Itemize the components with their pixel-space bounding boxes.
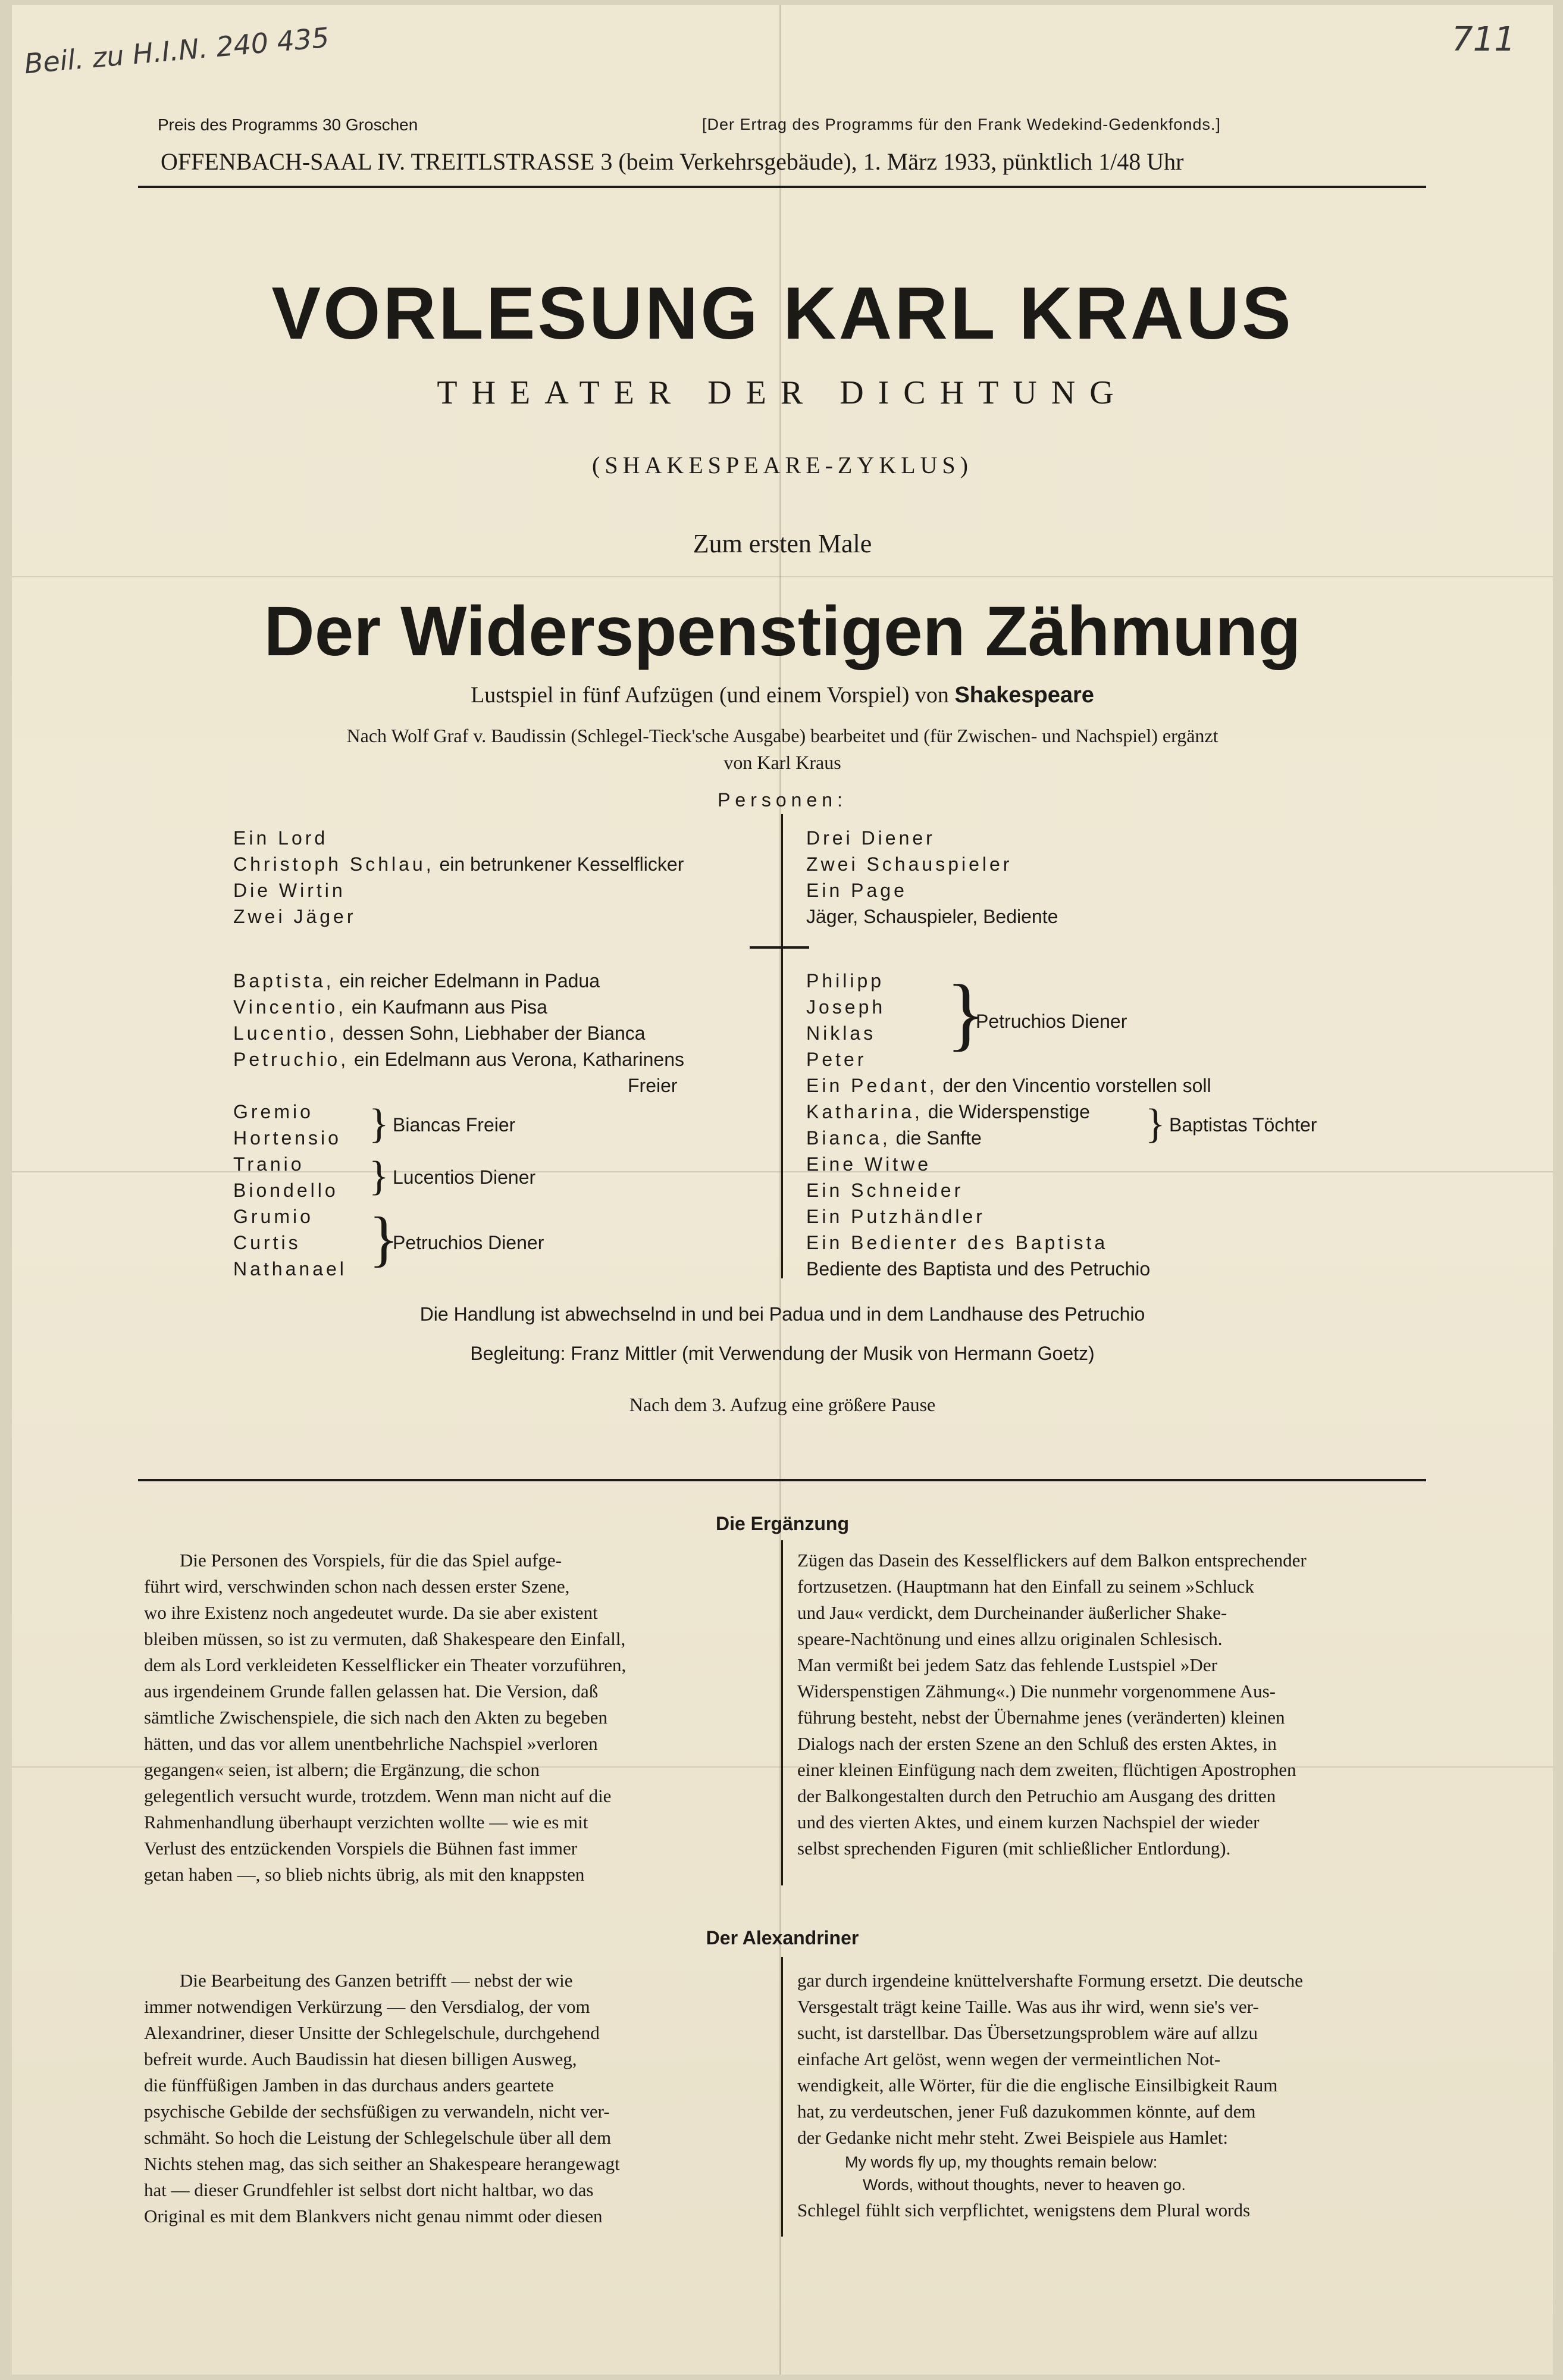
genre: Lustspiel in fünf Aufzügen (und einem Vorspiel) von [471,683,949,708]
group-label: Lucentios Diener [393,1166,536,1188]
subtitle: THEATER DER DICHTUNG [437,374,1128,411]
cast-entry: Philipp [806,970,885,992]
alexandriner-last-line: Schlegel fühlt sich verpflichtet, wenigstens dem Plural words [797,2200,1251,2221]
page-number: 711 [1452,20,1515,59]
play-title: Der Widerspenstigen Zähmung [264,592,1301,671]
brace: } [369,1205,399,1273]
cast-entry: Jäger, Schauspieler, Bediente [806,906,1058,927]
brace: } [369,1153,389,1199]
cast-entry: Curtis [233,1232,301,1253]
cast-entry: Zwei Schauspieler [806,853,1013,875]
column-divider [781,1540,783,1885]
cast-entry: Ein Pedant, der den Vincentio vorstellen soll [806,1075,1211,1096]
erganzung-right-column: Zügen das Dasein des Kesselflickers auf dem Balkon entsprechender fortzusetzen. (Hauptmann hat den Einfall zu seinem »Schluck und Jau« verdickt, dem Durcheinander äußerlicher Shake- speare-Nachtönung und eines allzu originalen Schlesisch. Man vermißt bei jedem Satz das fehlende Lustspiel »Der Widerspenstigen Zähmung«.) Die nunmehr vorgenommene Aus- führung besteht, nebst der Übernahme jenes (veränderten) kleinen Dialogs nach der ersten Szene an den Schluß des ersten Aktes, in einer kleinen Einfügung nach dem zweiten, flüchtigen Apostrophen der Balkongestalten durch den Petruchio am Ausgang des dritten und des vierten Aktes, und einem kurzen Nachspiel der wieder selbst sprechenden Figuren (mit schließlicher Entlordung). [797,1550,1307,1859]
cast-entry: Katharina, die Widerspenstige [806,1101,1090,1122]
cast-divider-mark [750,946,809,949]
cast-entry: Ein Putzhändler [806,1206,985,1227]
author: Shakespeare [954,683,1094,708]
cast-divider [781,814,783,1278]
alexandriner-left-column: Die Bearbeitung des Ganzen betrifft — nebst der wie immer notwendigen Verkürzung — den Versdialog, der vom Alexandriner, dieser Unsitte der Schlegelschule, durchgehend befreit wurde. Auch Baudissin hat diesen billigen Ausweg, die fünffüßigen Jamben in das durchaus anders geartete psychische Gebilde der sechsfüßigen zu verwandeln, nicht ver- schmäht. So hoch die Leistung der Schlegelschule über all dem Nichts stehen mag, das sich seither an Shakespeare herangewagt hat — dieser Grundfehler ist selbst dort nicht haltbar, wo das Original es mit dem Blankvers nicht genau nimmt oder diesen [144,1970,620,2226]
cast-entry: Ein Schneider [806,1180,964,1201]
program-sheet [12,5,1553,2375]
proceeds-note: [Der Ertrag des Programms für den Frank Wedekind-Gedenkfonds.] [702,115,1221,133]
cast-entry: Grumio [233,1206,314,1227]
cast-entry: Lucentio, dessen Sohn, Liebhaber der Bianca [233,1022,646,1044]
adaptation-author: von Karl Kraus [723,752,841,773]
adaptation-note: Nach Wolf Graf v. Baudissin (Schlegel-Tieck'sche Ausgabe) bearbeitet und (für Zwischen- und Nachspiel) ergänzt [346,725,1219,746]
section-rule [138,1479,1426,1481]
cast-entry: Eine Witwe [806,1153,932,1175]
group-label: Biancas Freier [393,1114,516,1136]
section-heading: Die Ergänzung [715,1513,849,1534]
hamlet-quote-line: Words, without thoughts, never to heaven go. [863,2176,1186,2194]
archive-note: Beil. zu H.I.N. 240 435 [23,21,331,80]
cast-entry-continuation: Freier [628,1075,678,1096]
music-note: Begleitung: Franz Mittler (mit Verwendung der Musik von Hermann Goetz) [470,1343,1095,1364]
cast-entry: Zwei Jäger [233,906,356,927]
genre-line [12,682,1553,708]
alexandriner-right-column: gar durch irgendeine knüttelvershafte Formung ersetzt. Die deutsche Versgestalt trägt keine Taille. Was aus ihr wird, wenn sie's ver- sucht, ist darstellbar. Das Übersetzungsproblem wäre auf allzu einfache Art gelöst, wenn wegen der vermeintlichen Not- wendigkeit, alle Wörter, für die die englische Einsilbigkeit Raum hat, zu verdeutschen, jener Fuß dazukommen könnte, auf dem der Gedanke nicht mehr steht. Zwei Beispiele aus Hamlet: [797,1970,1303,2148]
group-label: Petruchios Diener [976,1011,1127,1032]
cast-entry: Drei Diener [806,827,935,849]
brace: } [946,968,986,1059]
cycle: (SHAKESPEARE-ZYKLUS) [592,452,973,478]
group-label: Petruchios Diener [393,1232,544,1253]
brace: } [1145,1101,1166,1147]
cast-entry: Bediente des Baptista und des Petruchio [806,1258,1151,1280]
cast-entry: Vincentio, ein Kaufmann aus Pisa [233,996,547,1018]
cast-entry: Joseph [806,996,886,1018]
cast-entry: Peter [806,1049,867,1070]
cast-entry: Petruchio, ein Edelmann aus Verona, Katharinens [233,1049,685,1070]
cast-entry: Hortensio [233,1127,342,1149]
cast-entry: Nathanael [233,1258,347,1280]
price-note: Preis des Programms 30 Groschen [158,115,418,134]
cast-entry: Bianca, die Sanfte [806,1127,982,1149]
group-label: Baptistas Töchter [1169,1114,1317,1136]
cast-entry: Christoph Schlau, ein betrunkener Kesselflicker [233,853,684,875]
cast-entry: Ein Page [806,880,907,901]
brace: } [369,1101,389,1147]
cast-entry: Tranio [233,1153,305,1175]
cast-entry: Ein Lord [233,827,328,849]
cast-entry: Niklas [806,1022,876,1044]
setting-note: Die Handlung ist abwechselnd in und bei Padua und in dem Landhause des Petruchio [419,1303,1145,1325]
section-heading: Der Alexandriner [706,1927,859,1949]
cast-entry: Baptista, ein reicher Edelmann in Padua [233,970,600,992]
cast-entry: Ein Bedienter des Baptista [806,1232,1108,1253]
header-rule [138,186,1426,188]
hamlet-quote-line: My words fly up, my thoughts remain below: [845,2153,1158,2171]
venue-line: OFFENBACH-SAAL IV. TREITLSTRASSE 3 (beim Verkehrsgebäude), 1. März 1933, pünktlich 1/48 Uhr [161,148,1184,175]
persons-heading: Personen: [718,789,847,811]
fold-line [12,576,1553,577]
cast-entry: Die Wirtin [233,880,346,901]
page-title: VORLESUNG KARL KRAUS [271,273,1293,355]
first-time-note: Zum ersten Male [693,529,872,558]
pause-note: Nach dem 3. Aufzug eine größere Pause [629,1394,936,1415]
column-divider [781,1957,783,2237]
cast-entry: Gremio [233,1101,314,1122]
cast-entry: Biondello [233,1180,339,1201]
erganzung-left-column: Die Personen des Vorspiels, für die das Spiel aufge- führt wird, verschwinden schon nach dessen erster Szene, wo ihre Existenz noch angedeutet wurde. Da sie aber existent bleiben müssen, so ist zu vermuten, daß Shakespeare den Einfall, dem als Lord verkleideten Kesselflicker ein Theater vorzuführen, aus irgendeinem Grunde fallen gelassen hat. Die Version, daß sämtliche Zwischenspiele, die sich nach den Akten zu begeben hätten, und das vor allem unentbehrliche Nachspiel »verloren gegangen« seien, ist albern; die Ergänzung, die schon gelegentlich versucht wurde, trotzdem. Wenn man nicht auf die Rahmenhandlung überhaupt verzichten wollte — wie es mit Verlust des entzückenden Vorspiels die Bühnen fast immer getan haben —, so blieb nichts übrig, als mit den knappsten [144,1550,627,1885]
